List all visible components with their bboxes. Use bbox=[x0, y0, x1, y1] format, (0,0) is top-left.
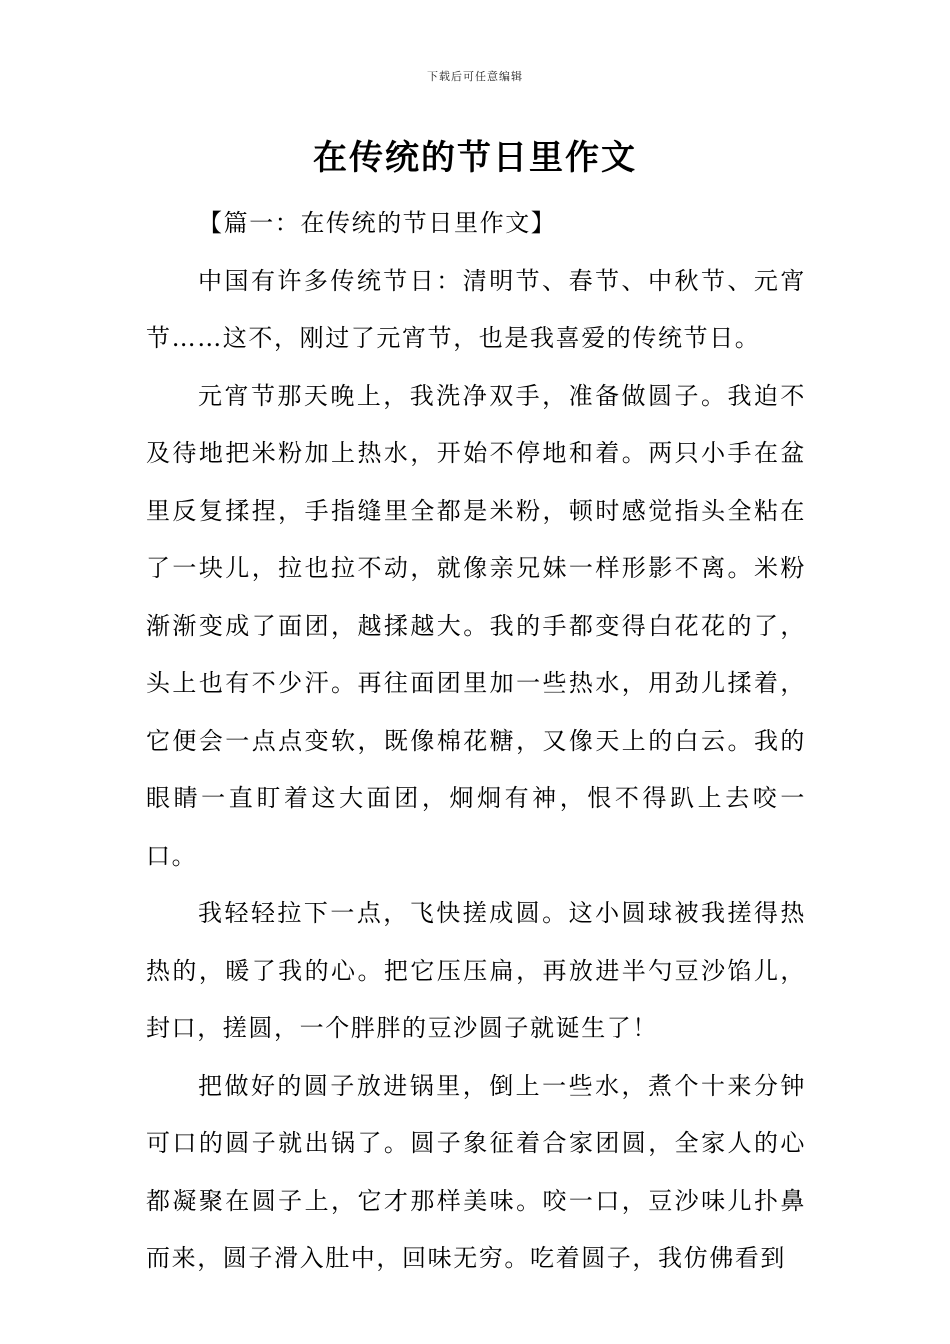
paragraph-2: 元宵节那天晚上，我洗净双手，准备做圆子。我迫不及待地把米粉加上热水，开始不停地和着。两只小手在盆里反复揉捏，手指缝里全都是米粉，顿时感觉指头全粘在了一块儿，拉也拉不动，就像亲兄妹一样形影不离。米粉渐渐变成了面团，越揉越大。我的手都变得白花花的了，头上也有不少汗。再往面团里加一些热水，用劲儿揉着，它便会一点点变软，既像棉花糖，又像天上的白云。我的眼睛一直盯着这大面团，炯炯有神，恨不得趴上去咬一口。 bbox=[146, 381, 806, 870]
paragraph-1: 中国有许多传统节日：清明节、春节、中秋节、元宵节……这不，刚过了元宵节，也是我喜爱的传统节日。 bbox=[146, 266, 806, 352]
header-note: 下载后可任意编辑 bbox=[427, 70, 523, 83]
document-body bbox=[146, 195, 806, 1288]
document-title: 在传统的节日里作文 bbox=[313, 138, 637, 178]
paragraph-3: 我轻轻拉下一点，飞快搓成圆。这小圆球被我搓得热热的，暖了我的心。把它压压扁，再放进半勺豆沙馅儿，封口，搓圆，一个胖胖的豆沙圆子就诞生了！ bbox=[146, 899, 806, 1042]
section-heading: 【篇一：在传统的节日里作文】 bbox=[198, 209, 557, 237]
paragraph-4: 把做好的圆子放进锅里，倒上一些水，煮个十来分钟可口的圆子就出锅了。圆子象征着合家团圆，全家人的心都凝聚在圆子上，它才那样美味。咬一口，豆沙味儿扑鼻而来，圆子滑入肚中，回味无穷。吃着圆子，我仿佛看到 bbox=[146, 1071, 806, 1272]
